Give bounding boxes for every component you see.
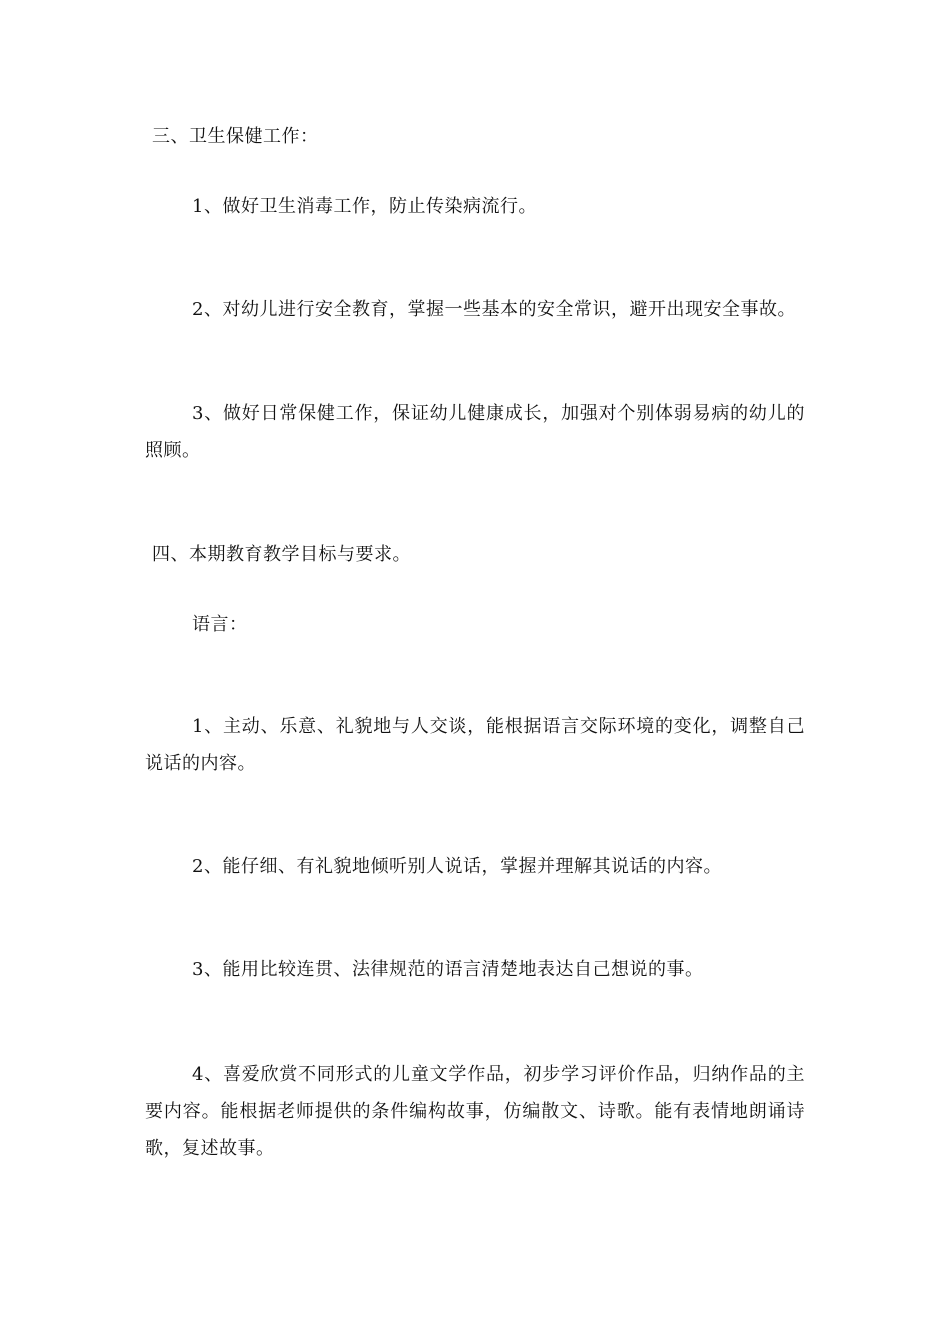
section-three-item-2: 2、对幼儿进行安全教育，掌握一些基本的安全常识，避开出现安全事故。 [192, 299, 796, 320]
language-item-1: 1、主动、乐意、礼貌地与人交谈，能根据语言交际环境的变化，调整自己说话的内容。 [145, 716, 805, 774]
section-four-subheading-language: 语言： [192, 614, 248, 635]
section-three-item-1: 1、做好卫生消毒工作，防止传染病流行。 [192, 196, 537, 217]
section-three-heading: 三、卫生保健工作： [152, 126, 319, 147]
section-four-heading: 四、本期教育教学目标与要求。 [152, 544, 411, 565]
language-item-4: 4、喜爱欣赏不同形式的儿童文学作品，初步学习评价作品，归纳作品的主要内容。能根据老师提供的条件编构故事，仿编散文、诗歌。能有表情地朗诵诗歌，复述故事。 [145, 1064, 805, 1159]
section-three-item-3: 3、做好日常保健工作，保证幼儿健康成长，加强对个别体弱易病的幼儿的照顾。 [145, 403, 805, 461]
language-item-3: 3、能用比较连贯、法律规范的语言清楚地表达自己想说的事。 [192, 959, 704, 980]
language-item-2: 2、能仔细、有礼貌地倾听别人说话，掌握并理解其说话的内容。 [192, 856, 722, 877]
